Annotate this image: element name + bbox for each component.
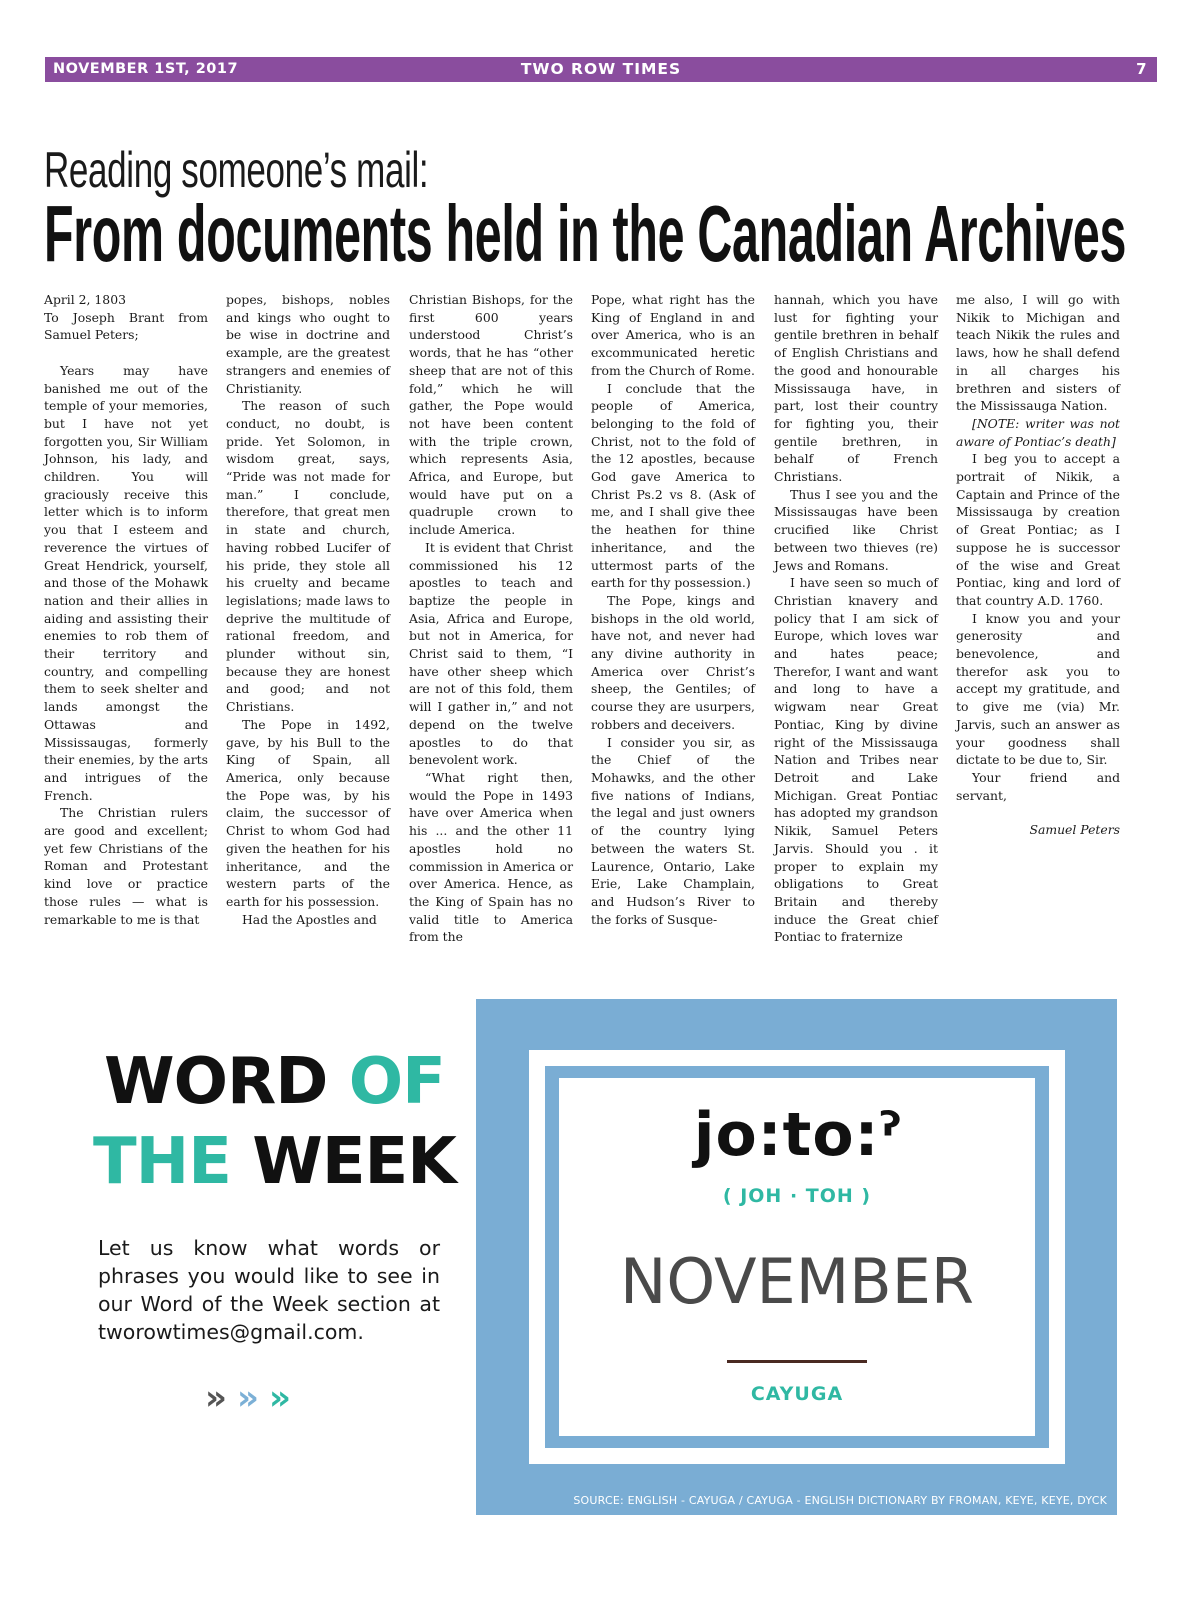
pronunciation: ( JOH · TOH ) <box>722 1185 872 1207</box>
paragraph: Thus I see you and the Mississaugas have been crucified like Christ between two thieves (re) Jews and Romans. <box>774 486 938 573</box>
page-number: 7 <box>1136 60 1147 78</box>
article-column-3 <box>409 291 573 945</box>
paragraph: “What right then, would the Pope in 1493 have over America when his ... and the other 11 apostles hold no commission in America or over America. Hence, as the King of Spain has no valid title to America from the <box>409 769 573 945</box>
paragraph: I consider you sir, as the Chief of the Mohawks, and the other five nations of Indians, the legal and just owners of the country lying between the waters St. Laurence, Ontario, Lake Erie, Lake Champlain, and Hudson’s River to the forks of Susque- <box>591 734 755 927</box>
article-column-2 <box>226 291 390 927</box>
paragraph: Years may have banished me out of the temple of your memories, but I have not yet forgotten you, Sir William Johnson, his lady, and children. You will graciously receive this letter which is to inform you that I esteem and reverence the virtues of Great Hendrick, yourself, and those of the Mohawk nation and their allies in aiding and assisting their enemies to rob them of their territory and country, and compelling them to seek shelter and lands amongst the Ottawas and Mississaugas, formerly their enemies, by the arts and intrigues of the French. <box>44 362 208 803</box>
word-of-week-title-line-1 <box>104 1042 445 1122</box>
article-column-5 <box>774 291 938 945</box>
source-credit: SOURCE: ENGLISH - CAYUGA / CAYUGA - ENGLISH DICTIONARY BY FROMAN, KEYE, KEYE, DYCK <box>573 1494 1107 1507</box>
paragraph: Christian Bishops, for the first 600 years understood Christ’s words, that he has “other sheep that are not of this fold,” which he will gather, the Pope would not have been content with the triple crown, which represents Asia, Africa, and Europe, but would have put on a quadruple crown to include America. <box>409 292 573 538</box>
paragraph: The Pope, kings and bishops in the old world, have not, and never had any divine authority in America over Christ’s sheep, the Gentiles; of course they are usurpers, robbers and deceivers. <box>591 592 755 732</box>
paragraph: Your friend and servant, <box>956 769 1120 803</box>
letter-date: April 2, 1803 <box>44 292 126 307</box>
card-divider <box>727 1360 867 1363</box>
cayuga-word: jo:to:ˀ <box>693 1100 901 1170</box>
chevron-right-icon: » <box>236 1378 269 1418</box>
language-label: CAYUGA <box>750 1383 844 1405</box>
paragraph: Had the Apostles and <box>242 911 377 927</box>
article-kicker: Reading someone’s mail: <box>44 142 429 198</box>
word-of-week-title-line-2 <box>93 1122 456 1202</box>
paragraph: Pope, what right has the King of England in and over America, who is an excommunicated heretic from the Church of Rome. <box>591 292 755 378</box>
issue-date: NOVEMBER 1ST, 2017 <box>53 61 239 77</box>
chevron-right-icon: » <box>268 1378 301 1418</box>
letter-salutation: To Joseph Brant from Samuel Peters; <box>44 309 208 343</box>
page-header-bar <box>45 57 1157 82</box>
article-column-1 <box>44 291 208 927</box>
editor-note: [NOTE: writer was not aware of Pontiac’s death] <box>956 415 1120 449</box>
title-word: WORD <box>104 1045 328 1119</box>
paragraph: The reason of such conduct, no doubt, is pride. Yet Solomon, in wisdom great, says, “Pride was not made for man.” I conclude, therefore, that great men in state and church, having robbed Lucifer of his pride, they stole all his cruelty and became legislations; made laws to deprive the multitude of rational freedom, and plunder without sin, because they are honest and good; and not Christians. <box>226 398 390 715</box>
chevron-decoration <box>205 1378 301 1418</box>
signature: Samuel Peters <box>1029 822 1120 838</box>
paragraph: I have seen so much of Christian knavery and policy that I am sick of Europe, which loves war and hates peace; Therefor, I want and want and long to have a wigwam near Great Pontiac, King by divine right of the Mississauga Nation and Tribes near Detroit and Lake Michigan. Great Pontiac has adopted my grandson Nikik, Samuel Peters Jarvis. Should you . it proper to explain my obligations to Great Britain and thereby induce the Great chief Pontiac to fraternize <box>774 575 938 945</box>
title-week: WEEK <box>252 1125 456 1199</box>
article-column-6 <box>956 291 1120 901</box>
article-headline: From documents held in the Canadian Archives <box>44 189 1127 278</box>
english-meaning: NOVEMBER <box>620 1245 974 1318</box>
paragraph: I know you and your generosity and benevolence, and therefor ask you to accept my gratitude, and to give me (via) Mr. Jarvis, such an answer as your goodness shall dictate to be due to, Sir. <box>956 610 1120 768</box>
chevron-right-icon: » <box>205 1378 237 1418</box>
paragraph: I beg you to accept a portrait of Nikik, a Captain and Prince of the Mississauga by creation of Great Pontiac; as I suppose he is successor of the wise and Great Pontiac, king and lord of that country A.D. 1760. <box>956 451 1120 608</box>
paragraph: The Pope in 1492, gave, by his Bull to the King of Spain, all America, only because the Pope was, by his claim, the successor of Christ to whom God had given the heathen for his inheritance, and the western parts of the earth for his possession. <box>226 716 390 909</box>
paragraph: me also, I will go with Nikik to Michigan and teach Nikik the rules and laws, how he shall defend in all charges his brethren and sisters of the Mississauga Nation. <box>956 292 1120 414</box>
paragraph: The Christian rulers are good and excellent; yet few Christians of the Roman and Protestant kind love or practice those rules — what is remarkable to me is that <box>44 805 208 927</box>
word-of-week-blurb: Let us know what words or phrases you would like to see in our Word of the Week section at tworowtimes@gmail.com. <box>98 1236 440 1344</box>
paragraph: I conclude that the people of America, belonging to the fold of Christ, not to the fold of the 12 apostles, because God gave America to Christ Ps.2 vs 8. (Ask of me, and I shall give thee the heathen for thine inheritance, and the uttermost parts of the earth for thy possession.) <box>591 380 755 591</box>
newspaper-name: TWO ROW TIMES <box>520 60 682 78</box>
title-of: OF <box>348 1045 445 1119</box>
title-the: THE <box>93 1125 231 1199</box>
paragraph: popes, bishops, nobles and kings who ought to be wise in doctrine and example, are the greatest strangers and enemies of Christianity. <box>226 292 390 396</box>
paragraph: hannah, which you have lust for fighting your gentile brethren in behalf of English Christians and the good and honourable Mississauga have, in part, lost their country for fighting you, their gentile brethren, in behalf of French Christians. <box>774 292 938 485</box>
paragraph: It is evident that Christ commissioned his 12 apostles to teach and baptize the people in Asia, Africa and Europe, but not in America, for Christ said to them, “I have other sheep which are not of this fold, them will I gather in,” and not depend on the twelve apostles to do that benevolent work. <box>409 539 573 768</box>
article-column-4 <box>591 291 755 927</box>
